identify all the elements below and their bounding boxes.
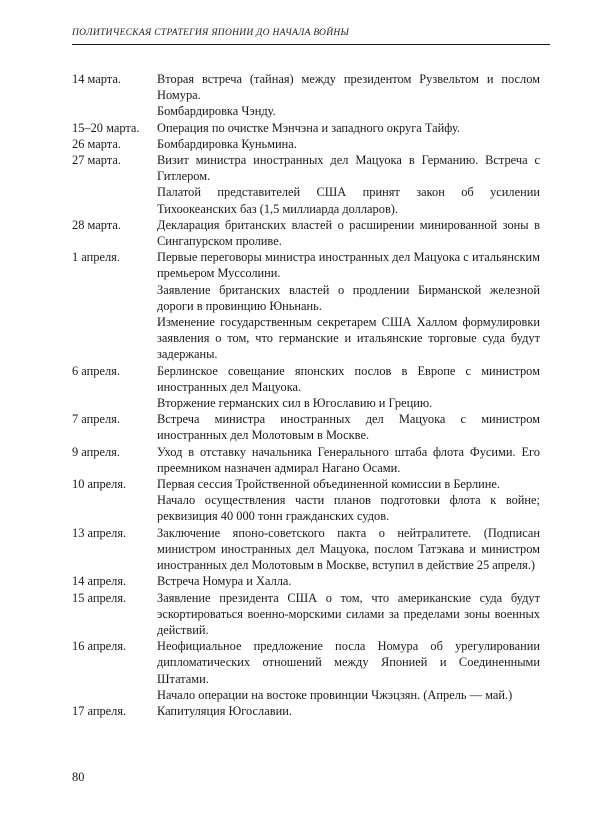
entry-events [157,525,540,574]
entry-date: 6 апреля. [72,363,120,378]
entry-date: 14 марта. [72,72,121,86]
entry-date: 7 апреля. [72,412,120,427]
page-number: 80 [72,770,85,784]
entry-date: 16 апреля. [72,639,127,654]
event-text: Берлинское совещание японских послов в Европе с министром иностранных дел Мацуока. [157,363,540,394]
event-text: Вторая встреча (тайная) между президентом Рузвельтом и послом Номура. [157,72,540,103]
entry-events [157,217,540,249]
chronology-entry [72,638,540,703]
chronology-entry [72,363,540,412]
event-text: Бомбардировка Чэнду. [157,104,276,119]
chronology-entry [72,249,540,362]
entry-date: 10 апреля. [72,477,127,492]
event-text: Заключение японо-советского пакта о нейтралитете. (Подписан министром иностранных дел Мацуока, послом Татэкава и министром иностранных дел Молотовым в Москве, вступил в действие 25 апреля.) [157,525,540,573]
chronology-entry [72,71,540,120]
chronology-list [72,71,540,719]
event-text: Операция по очистке Мэнчэна и западного округа Тайфу. [157,120,461,135]
entry-events [157,590,540,639]
chronology-entry [72,444,540,476]
chronology-entry [72,152,540,217]
event-text: Первая сессия Тройственной объединенной комиссии в Берлине. [157,477,501,492]
chronology-entry [72,703,540,719]
chronology-entry [72,573,540,589]
event-text: Начало операции на востоке провинции Чжэцзян. (Апрель — май.) [157,687,513,702]
chronology-entry [72,590,540,639]
entry-date: 15–20 марта. [72,120,140,135]
event-text: Начало осуществления части планов подготовки флота к войне; реквизиция 40 000 тонн гражданских судов. [157,493,540,524]
chronology-entry [72,525,540,574]
entry-date: 27 марта. [72,153,121,168]
event-text: Капитуляция Югославии. [157,703,292,718]
entry-events [157,152,540,217]
entry-date: 17 апреля. [72,703,127,718]
event-text: Изменение государственным секретарем США Халлом формулировки заявления о том, что германские и итальянские торговые суда будут задержаны. [157,315,540,362]
chronology-entry [72,476,540,525]
entry-events [157,638,540,703]
entry-events [157,573,540,589]
entry-date: 13 апреля. [72,525,127,540]
entry-date: 14 апреля. [72,574,127,589]
event-text: Палатой представителей США принят закон об усилении Тихоокеанских баз (1,5 миллиарда долларов). [157,185,540,216]
entry-events [157,411,540,443]
entry-date: 1 апреля. [72,250,120,265]
entry-events [157,136,540,152]
entry-date: 15 апреля. [72,590,127,605]
chronology-entry [72,411,540,443]
entry-events [157,71,540,120]
entry-date: 9 апреля. [72,444,120,459]
chronology-entry [72,217,540,249]
running-header: ПОЛИТИЧЕСКАЯ СТРАТЕГИЯ ЯПОНИИ ДО НАЧАЛА ВОЙНЫ [72,28,550,45]
event-text: Уход в отставку начальника Генерального штаба флота Фусими. Его преемником назначен адмирал Нагано Осами. [157,444,540,475]
event-text: Встреча министра иностранных дел Мацуока с министром иностранных дел Молотовым в Москве. [157,412,540,443]
entry-events [157,476,540,525]
entry-events [157,444,540,476]
event-text: Встреча Номура и Халла. [157,574,292,589]
event-text: Заявление британских властей о продлении Бирманской железной дороги в провинцию Юньнань. [157,282,540,313]
chronology-entry [72,120,540,136]
event-text: Бомбардировка Куньмина. [157,136,297,151]
event-text: Заявление президента США о том, что американские суда будут эскортироваться военно-морскими силами за пределами зоны военных действий. [157,590,540,637]
event-text: Визит министра иностранных дел Мацуока в Германию. Встреча с Гитлером. [157,153,540,184]
chronology-entry [72,136,540,152]
entry-events [157,363,540,412]
event-text: Вторжение германских сил в Югославию и Грецию. [157,396,433,411]
entry-date: 26 марта. [72,136,121,151]
entry-date: 28 марта. [72,217,121,232]
entry-events [157,703,540,719]
event-text: Первые переговоры министра иностранных дел Мацуока с итальянским премьером Муссолини. [157,250,540,281]
entry-events [157,249,540,362]
entry-events [157,120,540,136]
event-text: Декларация британских властей о расширении минированной зоны в Сингапурском проливе. [157,217,540,249]
event-text: Неофициальное предложение посла Номура об урегулировании дипломатических отношений между Японией и Соединенными Штатами. [157,639,540,686]
